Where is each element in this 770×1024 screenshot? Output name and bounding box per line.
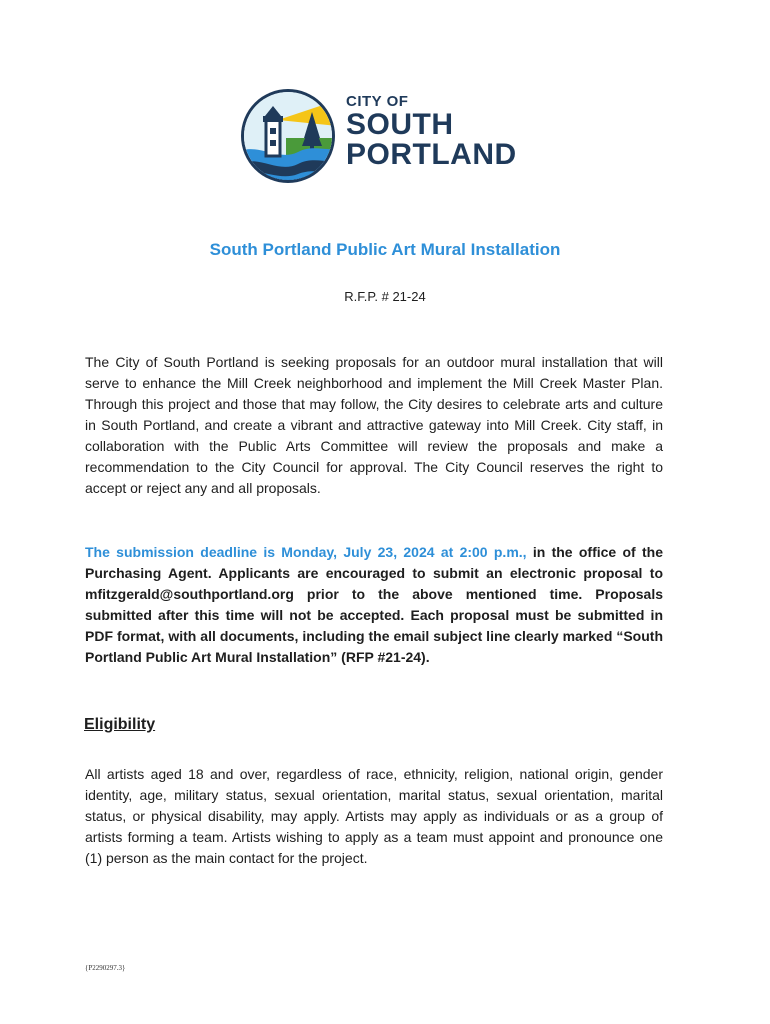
- logo-line-south: SOUTH: [346, 108, 454, 141]
- rfp-number: R.F.P. # 21-24: [344, 289, 426, 304]
- logo-line-city-of: CITY OF: [346, 93, 409, 110]
- logo-wordmark: [346, 94, 517, 170]
- lighthouse-emblem-icon: [238, 86, 338, 186]
- eligibility-heading: Eligibility: [84, 716, 156, 733]
- document-footer-code: {P2290297.3}: [85, 964, 126, 972]
- deadline-paragraph: [85, 542, 663, 668]
- city-logo: [238, 86, 538, 190]
- deadline-highlight: The submission deadline is Monday, July 23, 2024 at 2:00 p.m.,: [85, 544, 527, 560]
- logo-line-portland: PORTLAND: [346, 138, 517, 171]
- intro-paragraph: The City of South Portland is seeking proposals for an outdoor mural installation that will serve to enhance the Mill Creek neighborhood and implement the Mill Creek Master Plan. Through this project and those that may follow, the City desires to celebrate arts and culture in South Portland, and create a vibrant and attractive gateway into Mill Creek. City staff, in collaboration with the Public Arts Committee will review the proposals and make a recommendation to the City Council for approval. The City Council reserves the right to accept or reject any and all proposals.: [85, 354, 663, 496]
- document-title: South Portland Public Art Mural Installation: [209, 240, 561, 259]
- eligibility-paragraph: All artists aged 18 and over, regardless of race, ethnicity, religion, national origin, gender identity, age, military status, sexual orientation, marital status, sexual orientation, marital status, or physical disability, may apply. Artists may apply as individuals or as a group of artists forming a team. Artists wishing to apply as a team must appoint and pronounce one (1) person as the main contact for the project.: [85, 766, 663, 866]
- deadline-details: in the office of the Purchasing Agent. Applicants are encouraged to submit an electronic proposal to mfitzgerald@southportland.org prior to the above mentioned time. Proposals submitted after this time will not be accepted. Each proposal must be submitted in PDF format, with all documents, including the email subject line clearly marked “South Portland Public Art Mural Installation” (RFP #21-24).: [85, 544, 663, 665]
